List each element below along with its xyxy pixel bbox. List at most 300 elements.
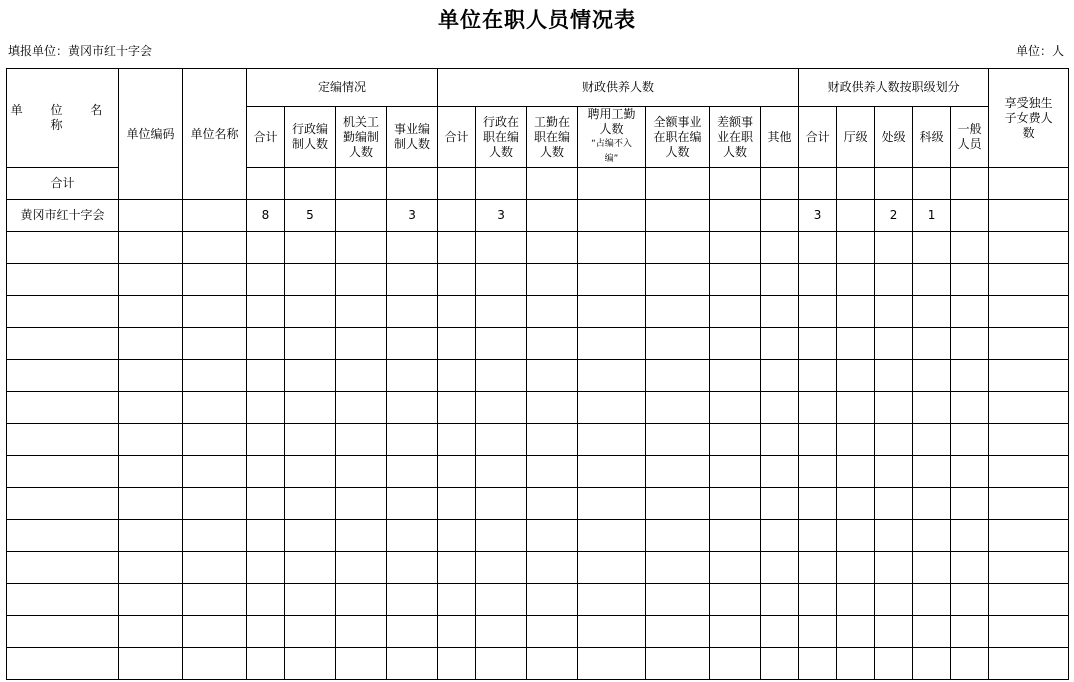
empty-cell <box>527 232 578 264</box>
empty-cell <box>951 392 989 424</box>
empty-cell <box>247 584 285 616</box>
empty-cell <box>387 296 438 328</box>
empty-cell <box>438 584 476 616</box>
empty-cell <box>710 360 761 392</box>
empty-cell <box>438 232 476 264</box>
cell-quota-admin: 5 <box>285 200 336 232</box>
empty-row <box>7 392 1069 424</box>
header-unit-name: 单 位 名 称 <box>7 69 119 168</box>
empty-cell <box>247 488 285 520</box>
header-unit-name-2: 单位名称 <box>183 69 247 200</box>
empty-cell <box>951 584 989 616</box>
empty-cell <box>875 552 913 584</box>
empty-cell <box>119 232 183 264</box>
empty-cell <box>799 552 837 584</box>
empty-cell <box>119 424 183 456</box>
empty-cell <box>837 296 875 328</box>
empty-cell <box>527 328 578 360</box>
empty-cell <box>183 552 247 584</box>
empty-cell <box>989 648 1069 680</box>
empty-cell <box>578 584 646 616</box>
empty-cell <box>761 488 799 520</box>
empty-row <box>7 264 1069 296</box>
empty-cell <box>989 456 1069 488</box>
empty-cell <box>951 328 989 360</box>
empty-cell <box>761 296 799 328</box>
empty-cell <box>247 360 285 392</box>
empty-cell <box>646 328 710 360</box>
empty-cell <box>799 584 837 616</box>
empty-cell <box>913 232 951 264</box>
header-rank-section: 科级 <box>913 107 951 168</box>
empty-cell <box>875 424 913 456</box>
header-fiscal-admin: 行政在职在编人数 <box>476 107 527 168</box>
empty-cell <box>387 328 438 360</box>
empty-cell <box>710 424 761 456</box>
empty-cell <box>578 328 646 360</box>
empty-cell <box>183 360 247 392</box>
empty-cell <box>476 616 527 648</box>
empty-cell <box>527 488 578 520</box>
header-quota-institution: 事业编制人数 <box>387 107 438 168</box>
empty-cell <box>837 424 875 456</box>
empty-cell <box>247 232 285 264</box>
empty-cell <box>476 456 527 488</box>
header-fiscal-full: 全额事业在职在编人数 <box>646 107 710 168</box>
empty-cell <box>951 616 989 648</box>
empty-cell <box>119 616 183 648</box>
header-fiscal-diff: 差额事业在职人数 <box>710 107 761 168</box>
empty-cell <box>646 360 710 392</box>
empty-cell <box>951 520 989 552</box>
empty-cell <box>761 648 799 680</box>
empty-cell <box>183 424 247 456</box>
empty-cell <box>875 584 913 616</box>
empty-cell <box>913 584 951 616</box>
empty-cell <box>387 552 438 584</box>
header-rank-general: 一般人员 <box>951 107 989 168</box>
empty-cell <box>183 616 247 648</box>
empty-cell <box>476 232 527 264</box>
empty-cell <box>476 296 527 328</box>
empty-cell <box>7 264 119 296</box>
empty-cell <box>247 648 285 680</box>
empty-cell <box>7 456 119 488</box>
empty-cell <box>875 488 913 520</box>
empty-cell <box>438 648 476 680</box>
empty-cell <box>285 648 336 680</box>
empty-cell <box>336 424 387 456</box>
empty-cell <box>247 296 285 328</box>
empty-cell <box>799 232 837 264</box>
empty-cell <box>336 520 387 552</box>
empty-cell <box>875 456 913 488</box>
empty-cell <box>913 360 951 392</box>
empty-cell <box>761 360 799 392</box>
empty-row <box>7 360 1069 392</box>
empty-cell <box>761 456 799 488</box>
empty-cell <box>951 648 989 680</box>
empty-cell <box>7 552 119 584</box>
header-fiscal-worker: 工勤在职在编人数 <box>527 107 578 168</box>
empty-cell <box>710 520 761 552</box>
empty-cell <box>438 424 476 456</box>
empty-cell <box>913 616 951 648</box>
empty-cell <box>7 296 119 328</box>
empty-cell <box>119 360 183 392</box>
empty-cell <box>527 264 578 296</box>
empty-cell <box>710 552 761 584</box>
empty-cell <box>875 520 913 552</box>
empty-cell <box>875 648 913 680</box>
empty-cell <box>951 456 989 488</box>
empty-cell <box>837 616 875 648</box>
empty-cell <box>285 360 336 392</box>
empty-cell <box>183 264 247 296</box>
empty-cell <box>837 520 875 552</box>
empty-cell <box>336 552 387 584</box>
empty-cell <box>183 456 247 488</box>
empty-cell <box>336 328 387 360</box>
empty-cell <box>285 616 336 648</box>
empty-cell <box>336 584 387 616</box>
empty-cell <box>387 616 438 648</box>
empty-cell <box>951 552 989 584</box>
empty-cell <box>285 296 336 328</box>
empty-cell <box>476 520 527 552</box>
empty-cell <box>527 456 578 488</box>
empty-cell <box>913 488 951 520</box>
empty-cell <box>989 616 1069 648</box>
header-unit-code: 单位编码 <box>119 69 183 200</box>
empty-cell <box>7 488 119 520</box>
empty-cell <box>646 392 710 424</box>
empty-cell <box>438 296 476 328</box>
empty-cell <box>951 296 989 328</box>
empty-cell <box>951 488 989 520</box>
empty-cell <box>438 456 476 488</box>
empty-cell <box>837 648 875 680</box>
empty-cell <box>799 616 837 648</box>
empty-cell <box>527 616 578 648</box>
header-only-child: 享受独生子女费人数 <box>989 69 1069 168</box>
empty-row <box>7 424 1069 456</box>
empty-cell <box>336 648 387 680</box>
filing-unit: 填报单位：黄冈市红十字会 <box>8 44 153 58</box>
empty-cell <box>710 616 761 648</box>
empty-cell <box>710 328 761 360</box>
empty-cell <box>183 296 247 328</box>
empty-cell <box>387 424 438 456</box>
table-row <box>7 200 1069 232</box>
empty-cell <box>951 232 989 264</box>
empty-cell <box>476 648 527 680</box>
empty-row <box>7 584 1069 616</box>
empty-cell <box>761 424 799 456</box>
empty-cell <box>761 616 799 648</box>
empty-cell <box>710 264 761 296</box>
empty-cell <box>387 648 438 680</box>
empty-cell <box>183 328 247 360</box>
empty-row <box>7 232 1069 264</box>
unit-label: 单位：人 <box>1015 44 1064 58</box>
header-rank-division: 处级 <box>875 107 913 168</box>
empty-cell <box>119 552 183 584</box>
empty-cell <box>799 392 837 424</box>
empty-row <box>7 648 1069 680</box>
header-rank-group: 财政供养人数按职级划分 <box>799 69 989 107</box>
header-quota-logistics: 机关工勤编制人数 <box>336 107 387 168</box>
empty-cell <box>989 392 1069 424</box>
header-rank-bureau: 厅级 <box>837 107 875 168</box>
empty-cell <box>336 360 387 392</box>
empty-cell <box>646 616 710 648</box>
total-row-label: 合计 <box>7 168 119 200</box>
empty-cell <box>875 296 913 328</box>
empty-cell <box>875 392 913 424</box>
empty-cell <box>837 456 875 488</box>
empty-cell <box>837 552 875 584</box>
empty-cell <box>438 328 476 360</box>
header-fiscal-hired: 聘用工勤人数 “占编不入编” <box>578 107 646 168</box>
empty-cell <box>119 648 183 680</box>
empty-cell <box>799 648 837 680</box>
empty-cell <box>247 456 285 488</box>
empty-cell <box>837 392 875 424</box>
empty-cell <box>710 392 761 424</box>
empty-cell <box>336 616 387 648</box>
empty-cell <box>578 552 646 584</box>
empty-cell <box>527 584 578 616</box>
empty-cell <box>710 296 761 328</box>
empty-cell <box>119 488 183 520</box>
empty-row <box>7 328 1069 360</box>
empty-cell <box>913 648 951 680</box>
empty-cell <box>710 648 761 680</box>
empty-cell <box>646 648 710 680</box>
empty-cell <box>119 392 183 424</box>
empty-cell <box>710 488 761 520</box>
empty-cell <box>285 328 336 360</box>
empty-cell <box>119 328 183 360</box>
empty-cell <box>438 552 476 584</box>
header-fiscal-other: 其他 <box>761 107 799 168</box>
empty-cell <box>285 264 336 296</box>
empty-cell <box>913 552 951 584</box>
empty-cell <box>989 264 1069 296</box>
empty-row <box>7 520 1069 552</box>
empty-cell <box>761 584 799 616</box>
empty-cell <box>527 392 578 424</box>
empty-cell <box>578 616 646 648</box>
empty-cell <box>875 328 913 360</box>
empty-cell <box>387 392 438 424</box>
empty-cell <box>761 552 799 584</box>
empty-cell <box>247 520 285 552</box>
empty-cell <box>438 488 476 520</box>
empty-cell <box>438 520 476 552</box>
empty-cell <box>119 456 183 488</box>
empty-cell <box>646 296 710 328</box>
empty-cell <box>285 232 336 264</box>
empty-cell <box>875 264 913 296</box>
empty-cell <box>913 520 951 552</box>
empty-cell <box>285 584 336 616</box>
empty-cell <box>336 392 387 424</box>
empty-cell <box>527 552 578 584</box>
empty-cell <box>7 648 119 680</box>
empty-cell <box>119 520 183 552</box>
empty-cell <box>761 520 799 552</box>
cell-rank-division: 2 <box>875 200 913 232</box>
empty-cell <box>578 296 646 328</box>
empty-cell <box>989 424 1069 456</box>
empty-cell <box>7 424 119 456</box>
empty-cell <box>989 360 1069 392</box>
header-fiscal-group: 财政供养人数 <box>438 69 799 107</box>
empty-cell <box>913 296 951 328</box>
empty-cell <box>578 392 646 424</box>
empty-cell <box>989 488 1069 520</box>
empty-cell <box>875 232 913 264</box>
empty-cell <box>183 232 247 264</box>
cell-quota-institution: 3 <box>387 200 438 232</box>
empty-cell <box>387 456 438 488</box>
empty-cell <box>837 264 875 296</box>
empty-cell <box>646 520 710 552</box>
empty-cell <box>336 232 387 264</box>
empty-cell <box>578 424 646 456</box>
empty-cell <box>285 488 336 520</box>
empty-cell <box>989 552 1069 584</box>
empty-cell <box>989 232 1069 264</box>
header-quota-total: 合计 <box>247 107 285 168</box>
empty-cell <box>799 488 837 520</box>
empty-cell <box>476 264 527 296</box>
empty-cell <box>119 264 183 296</box>
cell-quota-total: 8 <box>247 200 285 232</box>
empty-cell <box>527 296 578 328</box>
empty-cell <box>799 296 837 328</box>
empty-cell <box>989 328 1069 360</box>
empty-cell <box>710 232 761 264</box>
empty-cell <box>578 232 646 264</box>
header-rank-total: 合计 <box>799 107 837 168</box>
empty-cell <box>7 584 119 616</box>
empty-cell <box>387 488 438 520</box>
cell-rank-total: 3 <box>799 200 837 232</box>
empty-cell <box>761 232 799 264</box>
empty-cell <box>183 520 247 552</box>
empty-cell <box>285 424 336 456</box>
empty-cell <box>183 392 247 424</box>
empty-cell <box>438 264 476 296</box>
empty-cell <box>646 264 710 296</box>
empty-row <box>7 552 1069 584</box>
empty-rows <box>7 232 1069 680</box>
header-fiscal-total: 合计 <box>438 107 476 168</box>
cell-fiscal-admin: 3 <box>476 200 527 232</box>
empty-cell <box>247 392 285 424</box>
empty-cell <box>799 328 837 360</box>
empty-cell <box>799 360 837 392</box>
empty-cell <box>761 328 799 360</box>
empty-cell <box>989 584 1069 616</box>
empty-cell <box>476 584 527 616</box>
empty-row <box>7 616 1069 648</box>
empty-cell <box>761 392 799 424</box>
empty-cell <box>336 296 387 328</box>
empty-cell <box>7 392 119 424</box>
empty-cell <box>7 328 119 360</box>
empty-cell <box>646 424 710 456</box>
empty-cell <box>913 456 951 488</box>
empty-cell <box>285 456 336 488</box>
empty-cell <box>875 360 913 392</box>
empty-cell <box>387 520 438 552</box>
empty-cell <box>913 424 951 456</box>
empty-cell <box>527 648 578 680</box>
empty-cell <box>913 264 951 296</box>
empty-cell <box>646 584 710 616</box>
empty-cell <box>387 584 438 616</box>
empty-cell <box>247 552 285 584</box>
empty-cell <box>285 392 336 424</box>
empty-cell <box>710 584 761 616</box>
empty-cell <box>913 392 951 424</box>
empty-cell <box>476 360 527 392</box>
empty-cell <box>7 520 119 552</box>
empty-cell <box>837 360 875 392</box>
empty-cell <box>336 264 387 296</box>
empty-row <box>7 296 1069 328</box>
empty-cell <box>799 456 837 488</box>
empty-cell <box>578 648 646 680</box>
empty-cell <box>837 328 875 360</box>
cell-rank-section: 1 <box>913 200 951 232</box>
empty-cell <box>476 552 527 584</box>
empty-cell <box>183 648 247 680</box>
empty-cell <box>336 456 387 488</box>
empty-cell <box>476 328 527 360</box>
empty-cell <box>951 264 989 296</box>
empty-cell <box>7 360 119 392</box>
empty-cell <box>646 488 710 520</box>
empty-cell <box>578 264 646 296</box>
empty-cell <box>527 360 578 392</box>
empty-cell <box>183 488 247 520</box>
empty-cell <box>951 360 989 392</box>
empty-cell <box>476 488 527 520</box>
empty-cell <box>578 360 646 392</box>
header-quota-group: 定编情况 <box>247 69 438 107</box>
empty-cell <box>247 424 285 456</box>
empty-cell <box>646 456 710 488</box>
empty-cell <box>387 360 438 392</box>
empty-cell <box>7 232 119 264</box>
empty-cell <box>387 232 438 264</box>
empty-cell <box>7 616 119 648</box>
empty-cell <box>247 264 285 296</box>
empty-cell <box>578 520 646 552</box>
empty-cell <box>438 616 476 648</box>
empty-cell <box>527 520 578 552</box>
empty-cell <box>646 552 710 584</box>
empty-cell <box>247 616 285 648</box>
row-unit-name: 黄冈市红十字会 <box>7 200 119 232</box>
empty-cell <box>837 232 875 264</box>
empty-cell <box>119 584 183 616</box>
